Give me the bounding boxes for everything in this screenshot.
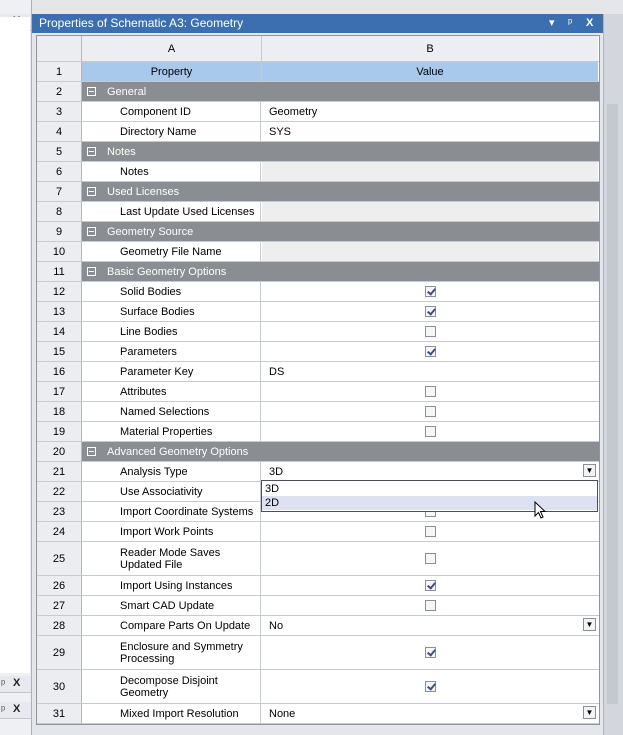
row-number[interactable]: 24 <box>37 522 82 541</box>
section-row <box>37 142 599 162</box>
property-row <box>37 282 599 302</box>
property-value-readonly <box>262 242 598 261</box>
properties-grid <box>36 35 600 725</box>
property-row <box>37 322 599 342</box>
property-row <box>37 102 599 122</box>
section-band <box>82 442 599 461</box>
checkbox-cell <box>262 322 598 341</box>
select-cell[interactable] <box>262 704 598 723</box>
property-name: Notes <box>82 162 261 181</box>
section-label: Geometry Source <box>107 225 194 238</box>
property-name: Component ID <box>82 102 261 121</box>
property-row <box>37 242 599 262</box>
pin-icon[interactable]: ᵖ <box>1 704 6 716</box>
property-row <box>37 462 599 482</box>
property-name: Geometry File Name <box>82 242 261 261</box>
property-row <box>37 422 599 442</box>
property-name: Material Properties <box>82 422 261 441</box>
row-number[interactable]: 15 <box>37 342 82 361</box>
section-row <box>37 82 599 102</box>
property-row <box>37 162 599 182</box>
property-row <box>37 342 599 362</box>
checkbox-cell <box>262 522 598 541</box>
section-label: Notes <box>107 145 136 158</box>
checkbox-cell <box>262 636 598 669</box>
mouse-pointer-icon <box>534 501 548 521</box>
row-number[interactable]: 1 <box>37 62 82 81</box>
column-header-a[interactable]: A <box>82 36 262 61</box>
property-row <box>37 522 599 542</box>
row-number[interactable]: 20 <box>37 442 82 461</box>
column-header-row <box>37 36 599 62</box>
section-label: General <box>107 85 147 98</box>
section-row <box>37 442 599 462</box>
property-value-readonly <box>262 162 598 181</box>
checkbox-cell <box>262 670 598 703</box>
checkbox-checked[interactable] <box>425 346 436 357</box>
property-name: Parameter Key <box>82 362 261 381</box>
close-icon[interactable]: X <box>586 17 594 29</box>
checkbox-checked[interactable] <box>425 580 436 591</box>
checkbox-unchecked[interactable] <box>425 406 436 417</box>
select-value: 3D <box>269 465 284 478</box>
header-row <box>37 62 599 82</box>
column-header-b[interactable]: B <box>262 36 598 61</box>
collapse-icon[interactable] <box>87 87 96 96</box>
checkbox-unchecked[interactable] <box>425 600 436 611</box>
row-number[interactable]: 4 <box>37 122 82 141</box>
property-header: Property <box>82 62 262 81</box>
property-row <box>37 382 599 402</box>
row-number[interactable]: 27 <box>37 596 82 615</box>
property-name: Smart CAD Update <box>82 596 261 615</box>
property-name: Import Coordinate Systems <box>82 502 261 521</box>
value-header: Value <box>262 62 598 81</box>
property-row <box>37 122 599 142</box>
row-number[interactable]: 14 <box>37 322 82 341</box>
left-docked-panels <box>0 0 32 735</box>
property-row <box>37 636 599 670</box>
row-number[interactable]: 30 <box>37 670 82 703</box>
row-number[interactable]: 31 <box>37 704 82 723</box>
section-row <box>37 182 599 202</box>
section-band <box>82 262 599 281</box>
property-name: Attributes <box>82 382 261 401</box>
checkbox-unchecked[interactable] <box>425 526 436 537</box>
property-name: Reader Mode Saves Updated File <box>82 542 261 575</box>
property-name: Directory Name <box>82 122 261 141</box>
row-number[interactable]: 3 <box>37 102 82 121</box>
property-row <box>37 704 599 724</box>
checkbox-cell <box>262 302 598 321</box>
property-row <box>37 596 599 616</box>
dropdown-arrow-icon[interactable]: ▼ <box>583 706 596 719</box>
row-number[interactable]: 22 <box>37 482 82 501</box>
row-number[interactable]: 6 <box>37 162 82 181</box>
collapse-icon[interactable] <box>87 447 96 456</box>
row-number[interactable]: 29 <box>37 636 82 669</box>
row-number[interactable]: 7 <box>37 182 82 201</box>
property-row <box>37 616 599 636</box>
checkbox-cell <box>262 422 598 441</box>
property-name: Named Selections <box>82 402 261 421</box>
checkbox-cell <box>262 402 598 421</box>
row-number[interactable]: 19 <box>37 422 82 441</box>
checkbox-cell <box>262 596 598 615</box>
checkbox-checked[interactable] <box>425 681 436 692</box>
row-number[interactable]: 16 <box>37 362 82 381</box>
checkbox-cell <box>262 342 598 361</box>
property-name: Compare Parts On Update <box>82 616 261 635</box>
property-name: Line Bodies <box>82 322 261 341</box>
row-number[interactable]: 10 <box>37 242 82 261</box>
property-name: Parameters <box>82 342 261 361</box>
scrollbar-track[interactable] <box>607 104 618 704</box>
dropdown-option-2d[interactable]: 2D <box>262 496 597 510</box>
property-name: Mixed Import Resolution <box>82 704 261 723</box>
property-name: Import Using Instances <box>82 576 261 595</box>
property-row <box>37 202 599 222</box>
checkbox-cell <box>262 382 598 401</box>
section-label: Advanced Geometry Options <box>107 445 249 458</box>
section-label: Used Licenses <box>107 185 180 198</box>
row-number[interactable]: 8 <box>37 202 82 221</box>
property-name: Surface Bodies <box>82 302 261 321</box>
checkbox-cell <box>262 576 598 595</box>
checkbox-unchecked[interactable] <box>425 386 436 397</box>
checkbox-checked[interactable] <box>425 647 436 658</box>
section-band <box>82 222 599 241</box>
collapse-icon[interactable] <box>87 227 96 236</box>
property-name: Import Work Points <box>82 522 261 541</box>
panel-title-bar <box>32 14 603 33</box>
checkbox-unchecked[interactable] <box>425 426 436 437</box>
row-number[interactable]: 11 <box>37 262 82 281</box>
pin-icon[interactable]: ᵖ <box>568 17 573 29</box>
panel-menu-dropdown-icon[interactable]: ▾ <box>549 17 555 29</box>
section-band <box>82 142 599 161</box>
property-row <box>37 302 599 322</box>
property-value[interactable]: Geometry <box>269 105 318 118</box>
dropdown-option-3d[interactable]: 3D <box>265 483 280 495</box>
section-label: Basic Geometry Options <box>107 265 227 278</box>
property-row <box>37 576 599 596</box>
row-number[interactable]: 5 <box>37 142 82 161</box>
close-icon[interactable]: X <box>13 677 21 689</box>
checkbox-checked[interactable] <box>425 306 436 317</box>
section-band <box>82 82 599 101</box>
property-row <box>37 542 599 576</box>
row-number[interactable]: 28 <box>37 616 82 635</box>
panel-title: Properties of Schematic A3: Geometry <box>39 16 244 30</box>
row-number[interactable]: 2 <box>37 82 82 101</box>
properties-panel <box>32 14 603 735</box>
checkbox-unchecked[interactable] <box>425 553 436 564</box>
row-number[interactable]: 12 <box>37 282 82 301</box>
left-panel-caption-middle <box>0 676 31 693</box>
dropdown-arrow-icon[interactable]: ▼ <box>583 464 596 477</box>
property-value[interactable]: DS <box>269 365 285 378</box>
row-number[interactable]: 25 <box>37 542 82 575</box>
select-cell[interactable] <box>262 462 598 481</box>
property-name: Decompose Disjoint Geometry <box>82 670 261 703</box>
row-number[interactable]: 21 <box>37 462 82 481</box>
row-number[interactable]: 17 <box>37 382 82 401</box>
pin-icon[interactable]: ᵖ <box>1 678 6 690</box>
property-name: Last Update Used Licenses <box>82 202 261 221</box>
row-number[interactable]: 23 <box>37 502 82 521</box>
checkbox-unchecked[interactable] <box>425 326 436 337</box>
property-value-readonly <box>262 202 598 221</box>
corner-cell[interactable] <box>37 36 82 61</box>
vertical-scrollbar[interactable] <box>603 14 623 735</box>
property-name: Use Associativity <box>82 482 261 501</box>
property-row <box>37 670 599 704</box>
collapse-icon[interactable] <box>87 267 96 276</box>
select-cell[interactable] <box>262 616 598 635</box>
section-row <box>37 222 599 242</box>
checkbox-cell <box>262 282 598 301</box>
select-value: None <box>269 707 296 720</box>
row-number[interactable]: 13 <box>37 302 82 321</box>
section-band <box>82 182 599 201</box>
property-row <box>37 402 599 422</box>
checkbox-cell <box>262 542 598 575</box>
left-panel-content <box>0 17 30 673</box>
property-name: Analysis Type <box>82 462 261 481</box>
collapse-icon[interactable] <box>87 147 96 156</box>
property-name: Enclosure and Symmetry Processing <box>82 636 261 669</box>
left-panel-caption-bottom <box>0 702 31 719</box>
section-row <box>37 262 599 282</box>
row-number[interactable]: 18 <box>37 402 82 421</box>
close-icon[interactable]: X <box>13 703 21 715</box>
property-value[interactable]: SYS <box>269 125 292 138</box>
row-number[interactable]: 26 <box>37 576 82 595</box>
checkbox-checked[interactable] <box>425 286 436 297</box>
row-number[interactable]: 9 <box>37 222 82 241</box>
property-name: Solid Bodies <box>82 282 261 301</box>
property-row <box>37 362 599 382</box>
select-value: No <box>269 619 284 632</box>
collapse-icon[interactable] <box>87 187 96 196</box>
dropdown-arrow-icon[interactable]: ▼ <box>583 618 596 631</box>
